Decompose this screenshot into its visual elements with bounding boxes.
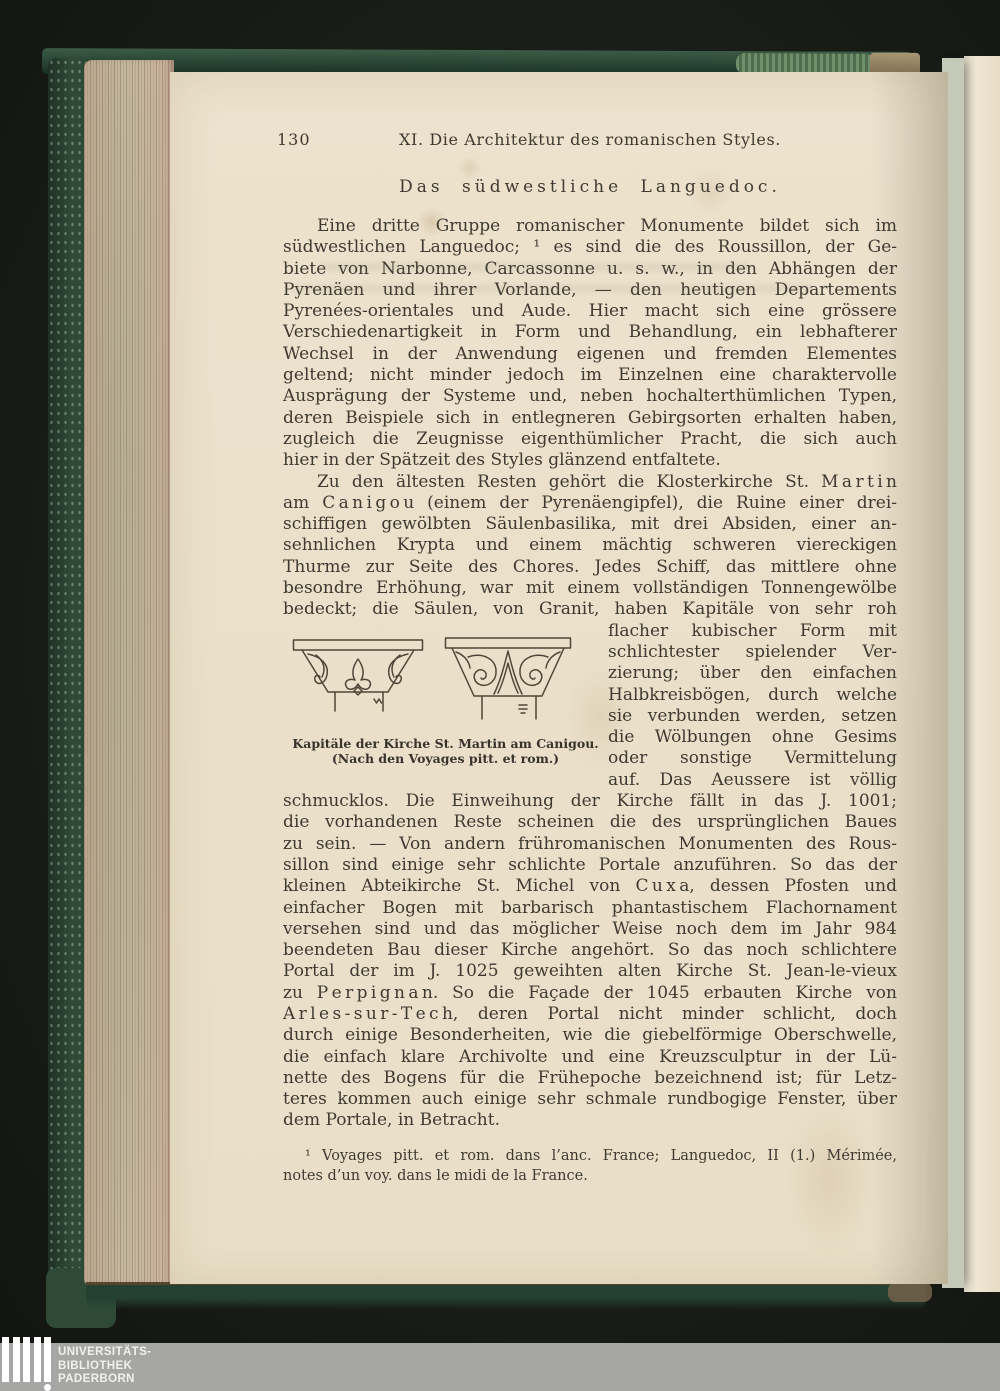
text-line: zugleich die Zeugnisse eigenthümlicher Pracht, die sich auch — [283, 428, 897, 449]
text-line: zu P e r p i g n a n. So die Façade der 1045 erbauten Kirche von — [283, 982, 897, 1003]
section-heading: Das südwestliche Languedoc. — [399, 177, 781, 197]
text-line: sillon sind einige sehr schlichte Portale anzuführen. So das der — [283, 854, 897, 875]
footnote — [283, 1146, 897, 1186]
text-line: bedeckt; die Säulen, von Granit, haben Kapitäle von sehr roh — [283, 599, 897, 620]
text-line: hier in der Spätzeit des Styles glänzend entfaltete. — [283, 450, 721, 471]
figure-capitals — [283, 621, 608, 791]
text-line: Halbkreisbögen, durch welche — [608, 684, 897, 705]
text-line: teres kommen auch einige sehr schmale rundbogige Fenster, über — [283, 1089, 897, 1110]
book-cover-left — [48, 58, 86, 1322]
print-ghosting — [292, 284, 812, 293]
figure-caption-line2: (Nach den Voyages pitt. et rom.) — [331, 750, 560, 766]
book-cover-bottom — [86, 1282, 926, 1310]
capital-drawing-left-icon — [291, 635, 425, 721]
text-line: oder sonstige Vermittelung — [608, 748, 897, 769]
text-line: südwestlichen Languedoc; ¹ es sind die des Roussillon, der Ge- — [283, 237, 897, 258]
book-page — [170, 72, 948, 1284]
footnote-line: notes d’un voy. dans le midi de la France. — [283, 1167, 588, 1184]
page-header — [277, 130, 897, 152]
text-line: am C a n i g o u (einem der Pyrenäengipfel), die Ruine einer drei- — [283, 492, 897, 513]
text-line: flacher kubischer Form mit — [608, 620, 897, 641]
library-name-line3: PADERBORN — [58, 1373, 135, 1385]
text-line: A r l e s - s u r - T e c h, deren Portal nicht minder schlicht, doch — [283, 1003, 897, 1024]
text-line: deren Beispiele sich in entlegneren Gebirgsorten erhalten haben, — [283, 407, 897, 428]
paragraph-1 — [283, 216, 897, 472]
text-line: sehnlichen Krypta und einem mächtig schweren viereckigen — [283, 535, 897, 556]
library-name-line1: UNIVERSITÄTS- — [58, 1346, 152, 1358]
worn-spot — [888, 1282, 932, 1302]
figure-caption — [283, 736, 608, 766]
library-name — [58, 1346, 151, 1387]
text-line: die vorhandenen Reste scheinen die des ursprünglichen Baues — [283, 812, 897, 833]
text-line: biete von Narbonne, Carcassonne u. s. w., in den Abhängen der — [283, 258, 897, 279]
text-line: die einfach klare Archivolte und eine Kreuzsculptur in der Lü- — [283, 1046, 897, 1067]
library-watermark-bar — [0, 1343, 1000, 1391]
figure-row — [283, 621, 897, 791]
text-line: beendeten Bau dieser Kirche angehört. So das noch schlichtere — [283, 940, 897, 961]
text-line: Zu den ältesten Resten gehört die Klosterkirche St. M a r t i n — [317, 471, 897, 492]
text-line: zierung; über den einfachen — [608, 663, 897, 684]
text-line: schlichtester spielender Ver- — [608, 641, 897, 662]
text-line: Pyrenées-orientales und Aude. Hier macht sich eine grössere — [283, 301, 897, 322]
text-line: kleinen Abteikirche St. Michel von C u x a, dessen Pfosten und — [283, 876, 897, 897]
figure-caption-line1: Kapitäle der Kirche St. Martin am Canigou. — [292, 735, 599, 751]
page-stack-edge — [84, 60, 174, 1284]
footnote-line: ¹ Voyages pitt. et rom. dans l’anc. France; Languedoc, II (1.) Mérimée, — [305, 1147, 897, 1164]
paragraph-2-start — [283, 472, 897, 621]
text-line: schiffigen gewölbten Säulenbasilika, mit drei Absiden, einer an- — [283, 514, 897, 535]
text-line: Wechsel in der Anwendung eigenen und fremden Elementes — [283, 343, 897, 364]
text-line: Thurme zur Seite des Chores. Jedes Schiff, das mittlere ohne — [283, 556, 897, 577]
text-line: geltend; nicht minder jedoch im Einzelnen eine charaktervolle — [283, 365, 897, 386]
capital-drawing-right-icon — [443, 635, 573, 727]
paragraph-2-continued — [283, 791, 897, 1132]
next-page-edge — [964, 56, 1000, 1292]
print-ghosting — [320, 262, 750, 272]
text-line: einfacher Bogen mit barbarisch phantastischem Flachornament — [283, 897, 897, 918]
text-line: dem Portale, in Betracht. — [283, 1110, 500, 1131]
text-line: versehen sind und das möglicher Weise noch dem im Jahr 984 — [283, 918, 897, 939]
text-line: durch einige Besonderheiten, wie die giebelförmige Oberschwelle, — [283, 1025, 897, 1046]
text-line: besondre Erhöhung, war mit einem vollständigen Tonnengewölbe — [283, 578, 897, 599]
text-line: Eine dritte Gruppe romanischer Monumente bildet sich im — [317, 216, 897, 236]
text-line: sie verbunden werden, setzen — [608, 705, 897, 726]
running-header: XI. Die Architektur des romanischen Styles. — [399, 130, 781, 149]
paragraph-2-wrapped — [608, 621, 897, 791]
library-logo-icon — [2, 1337, 54, 1391]
text-line: schmucklos. Die Einweihung der Kirche fällt in das J. 1001; — [283, 791, 897, 812]
text-line: Ausprägung der Systeme und, neben hochalterthümlichen Typen, — [283, 386, 897, 407]
text-line: Portal der im J. 1025 geweihten alten Kirche St. Jean-le-vieux — [283, 961, 897, 982]
library-name-line2: BIBLIOTHEK — [58, 1359, 133, 1372]
text-line: Pyrenäen und ihrer Vorlande, — den heutigen Departements — [283, 279, 897, 300]
text-line: Verschiedenartigkeit in Form und Behandlung, ein lebhafterer — [283, 322, 897, 343]
page-number: 130 — [277, 130, 311, 149]
capital-drawings — [291, 635, 608, 727]
text-line: auf. Das Aeussere ist völlig — [608, 769, 897, 790]
text-line: die Wölbungen ohne Gesims — [608, 727, 897, 748]
text-line: zu sein. — Von andern frühromanischen Monumenten des Rous- — [283, 833, 897, 854]
text-line: nette des Bogens für die Frühepoche bezeichnend ist; für Letz- — [283, 1067, 897, 1088]
